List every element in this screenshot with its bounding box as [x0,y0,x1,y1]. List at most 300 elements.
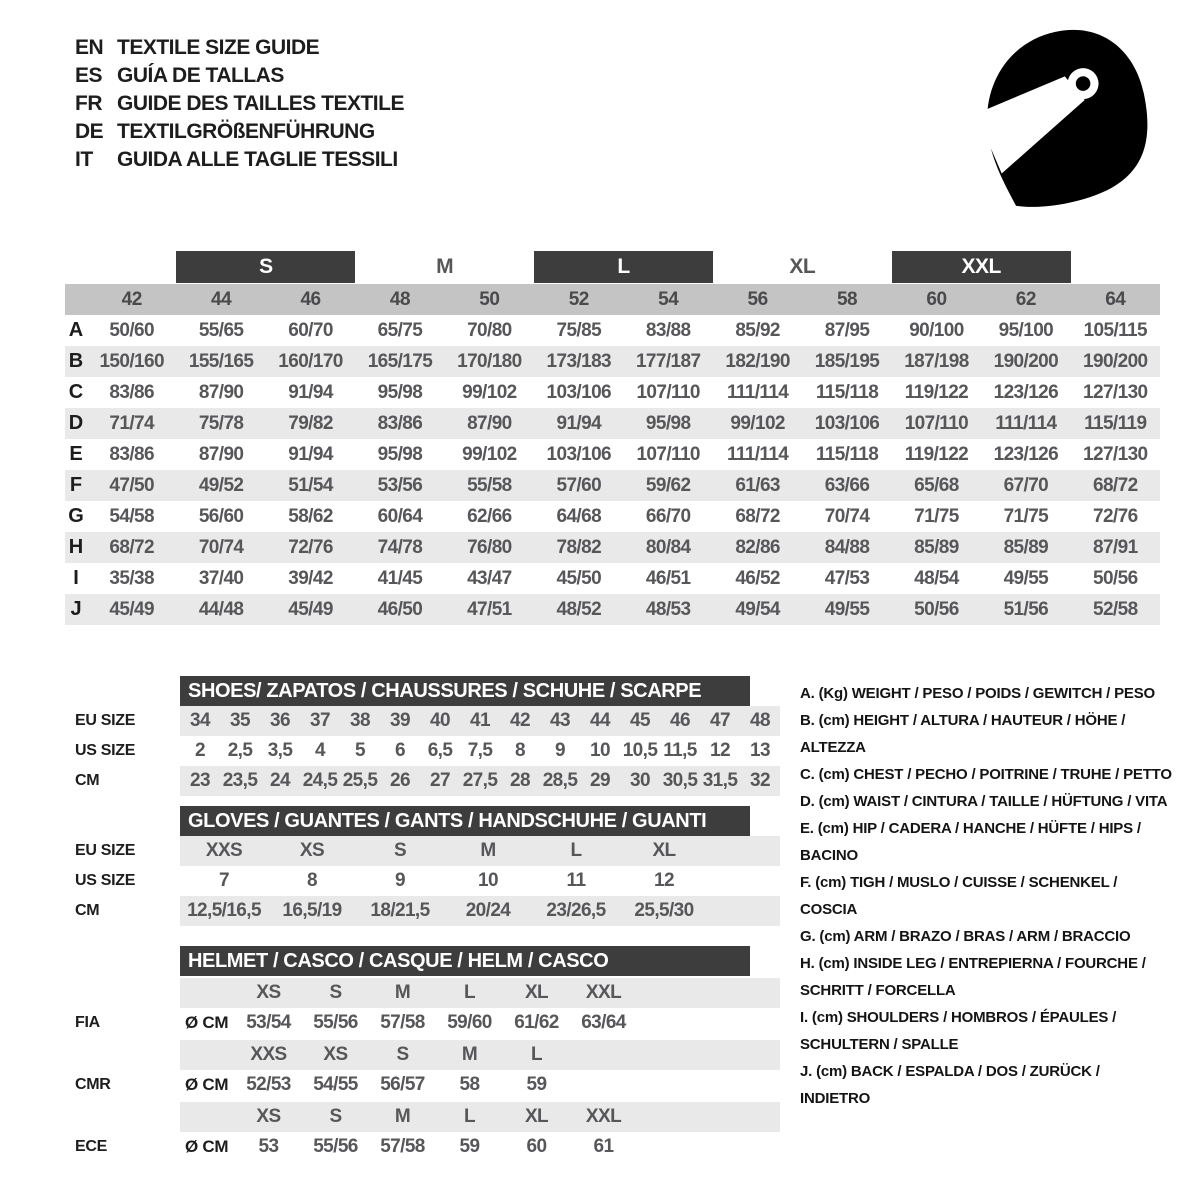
helmet-value: 61 [593,1136,614,1157]
shoes-value: 23,5 [222,770,258,791]
measurement-value: 78/82 [556,536,602,558]
helmet-value: 57/58 [380,1012,425,1033]
gloves-row [65,896,780,926]
measurement-value: 49/55 [824,598,870,620]
measurement-value: 80/84 [645,536,691,558]
shoes-value: 27 [430,770,450,791]
measurement-value: 95/100 [998,319,1054,341]
shoes-row-label: EU SIZE [75,712,136,729]
shoes-title: SHOES/ ZAPATOS / CHAUSSURES / SCHUHE / SCARPE [188,679,702,702]
measurement-value: 37/40 [198,567,244,589]
measurement-value: 95/98 [377,443,423,465]
measurement-value: 83/86 [109,443,154,465]
measurement-value: 71/75 [914,505,959,527]
gloves-title: GLOVES / GUANTES / GANTS / HANDSCHUHE / GUANTI [188,809,707,832]
helmet-size-label: M [461,1044,478,1065]
shoes-row-label: CM [75,772,100,789]
gloves-row-label: EU SIZE [75,842,136,859]
measurement-row [65,408,1160,439]
measurement-value: 103/106 [814,412,880,434]
gloves-value: 11 [566,870,586,891]
shoes-value: 23 [190,770,210,791]
helmet-values-row [65,1132,780,1162]
measurement-row [65,346,1160,377]
measurement-value: 49/52 [198,474,244,496]
gloves-value: 12 [654,870,674,891]
helmet-sizes [180,978,780,1008]
measurement-value: 99/102 [730,412,785,434]
helmet-values [180,1008,780,1038]
shoes-value: 12 [710,740,730,761]
measurement-value: 99/102 [462,381,517,403]
measurement-value: 87/91 [1093,536,1138,558]
measurement-value: 58/62 [288,505,333,527]
shoes-value: 38 [350,710,370,731]
measurement-value: 54/58 [109,505,154,527]
measurement-value: 50/56 [1093,567,1138,589]
measurement-value: 47/53 [824,567,870,589]
shoes-value: 2 [195,740,205,761]
measurement-value: 66/70 [645,505,691,527]
shoes-value: 11,5 [663,740,697,761]
shoes-value: 36 [270,710,290,731]
measurement-value: 60/70 [288,319,333,341]
helmet-value: 59 [459,1136,480,1157]
shoes-value: 29 [590,770,610,791]
measurement-value: 83/86 [109,381,154,403]
measurement-value: 56/60 [198,505,244,527]
helmet-sizes-row [65,978,780,1008]
language-row [75,146,404,174]
gloves-value: 23/26,5 [546,900,606,921]
language-code: IT [75,148,93,171]
shoes-value: 6 [395,740,405,761]
measurement-value: 63/66 [824,474,870,496]
measurement-value: 76/80 [467,536,512,558]
main-size-table [65,250,1160,625]
helmet-value: 53/54 [246,1012,291,1033]
helmet-size-label: S [329,982,342,1003]
measurement-value: 68/72 [735,505,780,527]
helmet-value: 59 [526,1074,547,1095]
measurement-value: 103/106 [546,381,612,403]
helmet-size-label: XL [524,982,549,1003]
gloves-value: 9 [395,870,405,891]
shoes-values [180,736,780,766]
helmet-size-label: XL [524,1106,549,1127]
measurement-row [65,563,1160,594]
measurement-value: 127/130 [1083,443,1148,465]
measurement-value: 123/126 [993,443,1059,465]
measurement-value: 107/110 [636,381,700,403]
measurement-value: 91/94 [556,412,602,434]
size-number: 42 [87,284,176,315]
helmet-value: 61/62 [514,1012,559,1033]
measurement-value: 85/89 [914,536,959,558]
language-row [75,118,404,146]
measurement-value: 53/56 [377,474,423,496]
shoes-value: 10 [590,740,610,761]
shoes-value: 46 [670,710,690,731]
shoes-value: 40 [430,710,450,731]
measurement-value: 68/72 [109,536,154,558]
measurement-row-label: C [68,381,84,403]
size-number: 58 [802,284,891,315]
measurement-value: 127/130 [1083,381,1148,403]
helmet-unit-spacer [180,1102,235,1132]
diameter-unit-label: Ø CM [185,1137,229,1156]
gloves-value: 20/24 [465,900,511,921]
measurement-value: 44/48 [198,598,244,620]
measurement-row-label: A [68,319,84,341]
shoes-values [180,766,780,796]
helmet-sizes-row [65,1040,780,1070]
measurement-value: 177/187 [635,350,701,372]
shoes-value: 32 [750,770,770,791]
shoes-value: 43 [550,710,570,731]
measurement-value: 107/110 [904,412,969,434]
size-number: 54 [623,284,712,315]
helmet-size-label: XXL [585,1106,622,1127]
measurement-value: 87/95 [824,319,870,341]
measurement-row [65,501,1160,532]
helmet-icon [972,26,1160,208]
language-row [75,62,404,90]
measurement-row [65,439,1160,470]
helmet-values-row [65,1070,780,1100]
measurement-value: 51/56 [1003,598,1049,620]
measurement-value: 47/51 [467,598,512,620]
size-group-m: M [436,254,454,278]
helmet-value: 57/58 [380,1136,425,1157]
measurement-value: 46/51 [645,567,691,589]
legend-item: I. (cm) SHOULDERS / HOMBROS / ÉPAULES / SCHULTERN / SPALLE [800,1009,1117,1053]
helmet-size-label: XS [256,1106,281,1127]
measurement-value: 49/54 [735,598,780,620]
measurement-value: 48/54 [914,567,959,589]
size-number: 52 [534,284,623,315]
measurement-value: 49/55 [1003,567,1049,589]
language-label: GUÍA DE TALLAS [117,64,284,87]
shoes-value: 3,5 [267,740,293,761]
measurement-value: 35/38 [109,567,154,589]
legend-item: E. (cm) HIP / CADERA / HANCHE / HÜFTE / HIPS / BACINO [800,820,1141,864]
language-label: GUIDE DES TAILLES TEXTILE [117,92,404,115]
measurement-value: 111/114 [995,412,1057,434]
measurement-value: 119/122 [904,381,969,403]
size-number: 56 [713,284,802,315]
gloves-value: 7 [219,870,229,891]
measurement-value: 173/183 [546,350,612,372]
measurement-row-label: J [70,598,82,620]
measurement-value: 67/70 [1003,474,1049,496]
language-label: GUIDA ALLE TAGLIE TESSILI [117,148,398,171]
shoes-value: 45 [630,710,650,731]
shoes-row [65,736,780,766]
measurement-value: 65/75 [377,319,423,341]
measurement-row [65,315,1160,346]
helmet-sizes-row [65,1102,780,1132]
shoes-value: 7,5 [467,740,493,761]
measurement-value: 79/82 [288,412,333,434]
helmet-values-row [65,1008,780,1038]
language-code: FR [75,92,102,115]
language-row [75,90,404,118]
measurement-value: 46/50 [377,598,423,620]
helmet-values [180,1132,780,1162]
shoes-values [180,706,780,736]
gloves-values [180,896,780,926]
measurement-row [65,470,1160,501]
measurement-value: 150/160 [99,350,164,372]
helmet-size-label: XS [323,1044,348,1065]
shoes-value: 48 [750,710,770,731]
shoes-value: 27,5 [462,770,498,791]
measurement-value: 70/74 [198,536,244,558]
diameter-unit-label: Ø CM [185,1075,229,1094]
measurement-value: 99/102 [462,443,517,465]
helmet-value: 59/60 [447,1012,492,1033]
gloves-row [65,866,780,896]
measurement-value: 187/198 [904,350,969,372]
shoes-value: 24 [270,770,290,791]
measurement-value: 75/78 [198,412,244,434]
measurement-value: 57/60 [556,474,602,496]
shoes-value: 41 [470,710,490,731]
language-label: TEXTILE SIZE GUIDE [117,36,320,59]
gloves-value: M [480,840,496,861]
measurement-value: 50/56 [914,598,959,620]
gloves-value: XXS [205,840,243,861]
gloves-values [180,836,780,866]
helmet-value: 52/53 [246,1074,291,1095]
shoes-value: 2,5 [227,740,253,761]
shoes-value: 30,5 [662,770,698,791]
helmet-size-label: XS [256,982,281,1003]
shoes-value: 13 [750,740,770,761]
helmet-standard-label: FIA [75,1014,100,1031]
legend-item: A. (Kg) WEIGHT / PESO / POIDS / GEWITCH / PESO [800,685,1155,702]
helmet-size-label: XXS [250,1044,287,1065]
shoes-value: 26 [390,770,410,791]
measurement-value: 155/165 [188,350,254,372]
size-number: 60 [892,284,981,315]
measurement-value: 71/74 [109,412,154,434]
size-number: 64 [1071,284,1160,315]
measurement-value: 190/200 [1083,350,1148,372]
size-number-band-spacer [65,284,87,315]
language-code: EN [75,36,104,59]
measurement-value: 91/94 [288,443,333,465]
measurement-value: 82/86 [735,536,780,558]
measurement-value: 70/74 [824,505,870,527]
shoes-title-bar [180,676,750,706]
legend-item: H. (cm) INSIDE LEG / ENTREPIERNA / FOURCHE / SCHRITT / FORCELLA [800,955,1146,999]
size-group-row [65,250,1160,283]
helmet-value: 55/56 [313,1136,358,1157]
measurement-value: 47/50 [109,474,154,496]
size-group-l: L [534,251,713,283]
gloves-row-label: CM [75,902,100,919]
measurement-value: 115/119 [1084,412,1147,434]
helmet-value: 56/57 [380,1074,425,1095]
measurement-value: 60/64 [377,505,423,527]
measurement-value: 45/49 [288,598,333,620]
measurement-value: 91/94 [288,381,333,403]
shoes-value: 4 [315,740,325,761]
shoes-value: 42 [510,710,530,731]
measurement-value: 64/68 [556,505,602,527]
measurement-value: 115/118 [815,443,879,465]
measurement-value: 61/63 [735,474,780,496]
legend-item: C. (cm) CHEST / PECHO / POITRINE / TRUHE / PETTO [800,766,1172,783]
helmet-values [180,1070,780,1100]
measurement-value: 160/170 [278,350,343,372]
measurement-row-label: F [69,474,83,496]
measurement-value: 71/75 [1003,505,1049,527]
shoes-value: 25,5 [342,770,378,791]
measurement-row-label: E [69,443,83,465]
helmet-value: 53 [258,1136,279,1157]
measurement-legend [800,680,1172,1112]
measurement-value: 190/200 [993,350,1059,372]
language-row [75,34,404,62]
shoes-size-table [65,676,780,796]
measurement-value: 170/180 [457,350,522,372]
measurement-value: 68/72 [1093,474,1138,496]
helmet-standard-label: CMR [75,1076,111,1093]
measurement-value: 83/88 [645,319,691,341]
helmet-size-label: S [329,1106,342,1127]
shoes-value: 39 [390,710,410,731]
helmet-unit-spacer [180,1040,235,1070]
gloves-value: 25,5/30 [634,900,694,921]
shoes-value: 30 [630,770,650,791]
measurement-value: 115/118 [815,381,879,403]
gloves-value: XL [652,840,676,861]
measurement-value: 87/90 [198,443,244,465]
measurement-value: 72/76 [1093,505,1138,527]
shoes-value: 9 [555,740,565,761]
gloves-value: L [570,840,582,861]
language-code: DE [75,120,104,143]
measurement-value: 85/89 [1003,536,1049,558]
measurement-value: 182/190 [725,350,790,372]
helmet-title: HELMET / CASCO / CASQUE / HELM / CASCO [188,949,609,972]
helmet-size-label: S [396,1044,409,1065]
legend-item: B. (cm) HEIGHT / ALTURA / HAUTEUR / HÖHE / ALTEZZA [800,712,1126,756]
shoes-row-label: US SIZE [75,742,136,759]
measurement-value: 55/65 [198,319,244,341]
gloves-value: 18/21,5 [370,900,430,921]
shoes-value: 44 [590,710,610,731]
measurement-value: 83/86 [377,412,423,434]
measurement-value: 48/52 [556,598,602,620]
helmet-size-label: L [463,982,475,1003]
helmet-value: 54/55 [313,1074,358,1095]
measurement-value: 87/90 [198,381,244,403]
measurement-value: 70/80 [467,319,512,341]
shoes-row [65,766,780,796]
gloves-values [180,866,780,896]
shoes-value: 34 [190,710,210,731]
shoes-value: 31,5 [702,770,738,791]
gloves-value: S [393,840,407,861]
measurement-value: 50/60 [109,319,154,341]
measurement-value: 72/76 [288,536,333,558]
measurement-row-label: H [68,536,84,558]
measurement-value: 119/122 [904,443,969,465]
measurement-value: 105/115 [1083,319,1147,341]
measurement-value: 41/45 [377,567,423,589]
helmet-value: 55/56 [313,1012,358,1033]
helmet-sizes-row-spacer [65,1040,180,1070]
measurement-value: 87/90 [467,412,512,434]
measurement-row [65,594,1160,625]
measurement-row-label: D [68,412,84,434]
shoes-value: 35 [230,710,250,731]
measurement-value: 62/66 [467,505,512,527]
measurement-value: 65/68 [914,474,959,496]
shoes-value: 47 [710,710,730,731]
gloves-value: XS [299,840,325,861]
measurement-row [65,532,1160,563]
measurement-value: 165/175 [367,350,433,372]
helmet-sizes [180,1102,780,1132]
measurement-row-label: B [68,350,84,372]
legend-item: G. (cm) ARM / BRAZO / BRAS / ARM / BRACCIO [800,928,1131,945]
measurement-value: 85/92 [735,319,780,341]
helmet-sizes-row-spacer [65,1102,180,1132]
helmet-size-label: L [530,1044,542,1065]
measurement-value: 95/98 [377,381,423,403]
legend-item: D. (cm) WAIST / CINTURA / TAILLE / HÜFTUNG / VITA [800,793,1168,810]
measurement-value: 95/98 [645,412,691,434]
shoes-value: 5 [355,740,365,761]
measurement-value: 45/49 [109,598,154,620]
shoes-value: 24,5 [302,770,338,791]
gloves-value: 10 [478,870,498,891]
helmet-size-label: M [394,982,411,1003]
measurement-value: 55/58 [467,474,512,496]
measurement-value: 39/42 [288,567,333,589]
measurement-row [65,377,1160,408]
measurement-value: 185/195 [814,350,880,372]
helmet-sizes-row-spacer [65,978,180,1008]
shoes-value: 10,5 [622,740,658,761]
shoes-value: 28 [510,770,530,791]
helmet-size-table [65,946,780,1162]
measurement-value: 48/53 [645,598,691,620]
shoes-row [65,706,780,736]
measurement-value: 103/106 [546,443,612,465]
legend-item: F. (cm) TIGH / MUSLO / CUISSE / SCHENKEL / COSCIA [800,874,1118,918]
gloves-row [65,836,780,866]
measurement-value: 84/88 [824,536,870,558]
gloves-row-label: US SIZE [75,872,136,889]
helmet-value: 58 [459,1074,480,1095]
measurement-value: 74/78 [377,536,423,558]
size-number: 50 [445,284,534,315]
measurement-value: 123/126 [993,381,1059,403]
size-number-row [65,284,1160,315]
size-group-s: S [176,251,355,283]
measurement-value: 111/114 [726,443,789,465]
gloves-size-table [65,806,780,926]
measurement-value: 46/52 [735,567,780,589]
helmet-size-label: L [463,1106,475,1127]
size-group-xxl: XXL [892,251,1071,283]
